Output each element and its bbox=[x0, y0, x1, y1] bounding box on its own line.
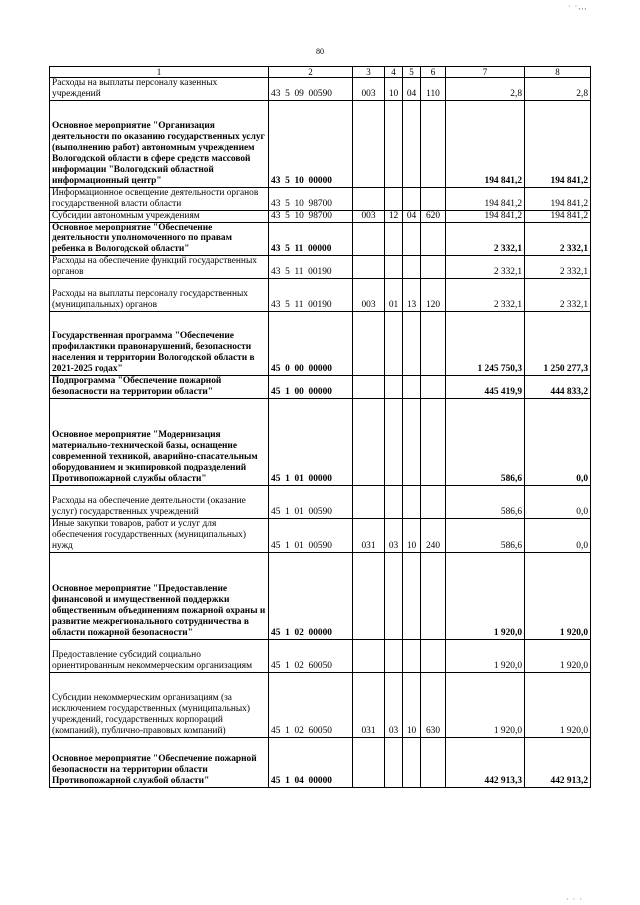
row-description: Государственная программа "Обеспечение профилактики правонарушений, безопасности населения и территории Вологодской области в 2021-2025 годах" bbox=[50, 312, 269, 376]
row-description: Субсидии некоммерческим организациям (за исключением государственных (муниципальных) учреждений, государственных корпораций (компаний), публично-правовых компаний) bbox=[50, 672, 269, 737]
section-code: 01 bbox=[385, 279, 403, 312]
amount-2022: 586,6 bbox=[446, 518, 525, 552]
amount-2023: 444 833,2 bbox=[525, 376, 591, 399]
amount-2023: 0,0 bbox=[525, 518, 591, 552]
budget-code: 45 0 00 00000 bbox=[269, 312, 353, 376]
section-code bbox=[385, 222, 403, 256]
row-description: Основное мероприятие "Предоставление финансовой и имущественной поддержки общественным объединениям пожарной охраны и развитие межрегионального сотрудничества в области пожарной безопасности" bbox=[50, 552, 269, 639]
row-description: Иные закупки товаров, работ и услуг для обеспечения государственных (муниципальных) нужд bbox=[50, 518, 269, 552]
amount-2023: 442 913,2 bbox=[525, 737, 591, 787]
amount-2023: 1 920,0 bbox=[525, 639, 591, 672]
section-code: 10 bbox=[385, 78, 403, 101]
table-row bbox=[50, 210, 591, 222]
table-row bbox=[50, 187, 591, 210]
table-row bbox=[50, 639, 591, 672]
table-row bbox=[50, 737, 591, 787]
amount-2022: 194 841,2 bbox=[446, 210, 525, 222]
amount-2023: 1 250 277,3 bbox=[525, 312, 591, 376]
budget-code: 43 5 09 00590 bbox=[269, 78, 353, 101]
expense-type-code bbox=[421, 312, 446, 376]
subsection-code bbox=[403, 312, 421, 376]
amount-2022: 1 920,0 bbox=[446, 639, 525, 672]
amount-2023: 2 332,1 bbox=[525, 256, 591, 279]
amount-2023: 2 332,1 bbox=[525, 222, 591, 256]
ministry-code: 031 bbox=[353, 672, 385, 737]
column-header: 6 bbox=[421, 67, 446, 78]
ministry-code bbox=[353, 639, 385, 672]
expense-type-code bbox=[421, 256, 446, 279]
table-row bbox=[50, 485, 591, 518]
amount-2022: 2 332,1 bbox=[446, 279, 525, 312]
section-code bbox=[385, 312, 403, 376]
expense-type-code bbox=[421, 737, 446, 787]
table-row bbox=[50, 518, 591, 552]
expense-type-code: 120 bbox=[421, 279, 446, 312]
page-number: 80 bbox=[316, 47, 324, 56]
amount-2022: 442 913,3 bbox=[446, 737, 525, 787]
ministry-code bbox=[353, 485, 385, 518]
subsection-code: 13 bbox=[403, 279, 421, 312]
budget-code: 43 5 11 00190 bbox=[269, 279, 353, 312]
expense-type-code: 620 bbox=[421, 210, 446, 222]
subsection-code: 04 bbox=[403, 210, 421, 222]
table-row bbox=[50, 256, 591, 279]
column-header: 7 bbox=[446, 67, 525, 78]
amount-2023: 1 920,0 bbox=[525, 552, 591, 639]
row-description: Расходы на обеспечение деятельности (оказание услуг) государственных учреждений bbox=[50, 485, 269, 518]
subsection-code bbox=[403, 485, 421, 518]
ministry-code bbox=[353, 187, 385, 210]
expense-type-code: 240 bbox=[421, 518, 446, 552]
row-description: Расходы на выплаты персоналу казенных учреждений bbox=[50, 78, 269, 101]
table-row bbox=[50, 312, 591, 376]
row-description: Основное мероприятие "Модернизация материально-технической базы, оснащение современной техникой, аварийно-спасательным оборудованием и экипировкой подразделений Противопожарной службы области" bbox=[50, 398, 269, 485]
row-description: Основное мероприятие "Организация деятельности по оказанию государственных услуг (выполнению работ) автономным учреждением Вологодской области в сфере средств массовой информации "Вологодский областной информационный центр" bbox=[50, 100, 269, 187]
table-header-row bbox=[50, 67, 591, 78]
expense-type-code bbox=[421, 376, 446, 399]
amount-2022: 2 332,1 bbox=[446, 222, 525, 256]
amount-2022: 194 841,2 bbox=[446, 187, 525, 210]
amount-2023: 2 332,1 bbox=[525, 279, 591, 312]
amount-2022: 1 245 750,3 bbox=[446, 312, 525, 376]
table-row bbox=[50, 100, 591, 187]
budget-code: 43 5 11 00000 bbox=[269, 222, 353, 256]
expense-type-code bbox=[421, 552, 446, 639]
expense-type-code: 630 bbox=[421, 672, 446, 737]
amount-2023: 2,8 bbox=[525, 78, 591, 101]
corner-mark: · ·,,, bbox=[568, 2, 588, 11]
amount-2022: 2 332,1 bbox=[446, 256, 525, 279]
table-row bbox=[50, 398, 591, 485]
column-header: 2 bbox=[269, 67, 353, 78]
budget-code: 45 1 01 00000 bbox=[269, 398, 353, 485]
section-code bbox=[385, 100, 403, 187]
subsection-code: 04 bbox=[403, 78, 421, 101]
ministry-code bbox=[353, 256, 385, 279]
row-description: Информационное освещение деятельности органов государственной власти области bbox=[50, 187, 269, 210]
column-header: 3 bbox=[353, 67, 385, 78]
row-description: Основное мероприятие "Обеспечение пожарной безопасности на территории области Противопожарной службой области" bbox=[50, 737, 269, 787]
ministry-code: 003 bbox=[353, 279, 385, 312]
ministry-code bbox=[353, 398, 385, 485]
corner-mark-bottom: · · · bbox=[566, 895, 583, 904]
section-code bbox=[385, 552, 403, 639]
budget-code: 45 1 04 00000 bbox=[269, 737, 353, 787]
ministry-code bbox=[353, 552, 385, 639]
budget-code: 45 1 00 00000 bbox=[269, 376, 353, 399]
section-code bbox=[385, 639, 403, 672]
column-header: 4 bbox=[385, 67, 403, 78]
amount-2022: 1 920,0 bbox=[446, 552, 525, 639]
expense-type-code bbox=[421, 100, 446, 187]
expense-type-code bbox=[421, 398, 446, 485]
budget-code: 43 5 10 98700 bbox=[269, 187, 353, 210]
expense-type-code bbox=[421, 222, 446, 256]
ministry-code bbox=[353, 312, 385, 376]
amount-2022: 445 419,9 bbox=[446, 376, 525, 399]
budget-code: 43 5 10 00000 bbox=[269, 100, 353, 187]
section-code bbox=[385, 376, 403, 399]
section-code: 12 bbox=[385, 210, 403, 222]
subsection-code: 10 bbox=[403, 672, 421, 737]
ministry-code: 003 bbox=[353, 78, 385, 101]
column-header: 1 bbox=[50, 67, 269, 78]
budget-table bbox=[49, 66, 591, 788]
amount-2023: 194 841,2 bbox=[525, 100, 591, 187]
row-description: Основное мероприятие "Обеспечение деятельности уполномоченного по правам ребенка в Вологодской области" bbox=[50, 222, 269, 256]
expense-type-code bbox=[421, 187, 446, 210]
section-code bbox=[385, 737, 403, 787]
section-code: 03 bbox=[385, 672, 403, 737]
amount-2022: 586,6 bbox=[446, 485, 525, 518]
subsection-code bbox=[403, 100, 421, 187]
ministry-code bbox=[353, 376, 385, 399]
subsection-code bbox=[403, 398, 421, 485]
budget-code: 43 5 11 00190 bbox=[269, 256, 353, 279]
subsection-code bbox=[403, 639, 421, 672]
section-code bbox=[385, 187, 403, 210]
amount-2022: 1 920,0 bbox=[446, 672, 525, 737]
section-code: 03 bbox=[385, 518, 403, 552]
ministry-code: 003 bbox=[353, 210, 385, 222]
expense-type-code bbox=[421, 485, 446, 518]
subsection-code: 10 bbox=[403, 518, 421, 552]
budget-code: 43 5 10 98700 bbox=[269, 210, 353, 222]
row-description: Субсидии автономным учреждениям bbox=[50, 210, 269, 222]
table-row bbox=[50, 78, 591, 101]
table-row bbox=[50, 376, 591, 399]
expense-type-code: 110 bbox=[421, 78, 446, 101]
section-code bbox=[385, 485, 403, 518]
amount-2022: 586,6 bbox=[446, 398, 525, 485]
budget-code: 45 1 01 00590 bbox=[269, 485, 353, 518]
subsection-code bbox=[403, 187, 421, 210]
budget-code: 45 1 02 60050 bbox=[269, 672, 353, 737]
amount-2023: 194 841,2 bbox=[525, 187, 591, 210]
subsection-code bbox=[403, 376, 421, 399]
section-code bbox=[385, 398, 403, 485]
subsection-code bbox=[403, 552, 421, 639]
table-row bbox=[50, 552, 591, 639]
table-row bbox=[50, 279, 591, 312]
column-header: 8 bbox=[525, 67, 591, 78]
amount-2023: 1 920,0 bbox=[525, 672, 591, 737]
row-description: Подпрограмма "Обеспечение пожарной безопасности на территории области" bbox=[50, 376, 269, 399]
table-row bbox=[50, 672, 591, 737]
amount-2023: 0,0 bbox=[525, 485, 591, 518]
ministry-code bbox=[353, 100, 385, 187]
amount-2022: 194 841,2 bbox=[446, 100, 525, 187]
subsection-code bbox=[403, 737, 421, 787]
ministry-code bbox=[353, 222, 385, 256]
ministry-code bbox=[353, 737, 385, 787]
row-description: Расходы на выплаты персоналу государственных (муниципальных) органов bbox=[50, 279, 269, 312]
table-row bbox=[50, 222, 591, 256]
section-code bbox=[385, 256, 403, 279]
budget-code: 45 1 02 60050 bbox=[269, 639, 353, 672]
budget-code: 45 1 01 00590 bbox=[269, 518, 353, 552]
ministry-code: 031 bbox=[353, 518, 385, 552]
expense-type-code bbox=[421, 639, 446, 672]
amount-2022: 2,8 bbox=[446, 78, 525, 101]
subsection-code bbox=[403, 256, 421, 279]
amount-2023: 194 841,2 bbox=[525, 210, 591, 222]
amount-2023: 0,0 bbox=[525, 398, 591, 485]
budget-code: 45 1 02 00000 bbox=[269, 552, 353, 639]
row-description: Предоставление субсидий социально ориентированным некоммерческим организациям bbox=[50, 639, 269, 672]
subsection-code bbox=[403, 222, 421, 256]
row-description: Расходы на обеспечение функций государственных органов bbox=[50, 256, 269, 279]
column-header: 5 bbox=[403, 67, 421, 78]
